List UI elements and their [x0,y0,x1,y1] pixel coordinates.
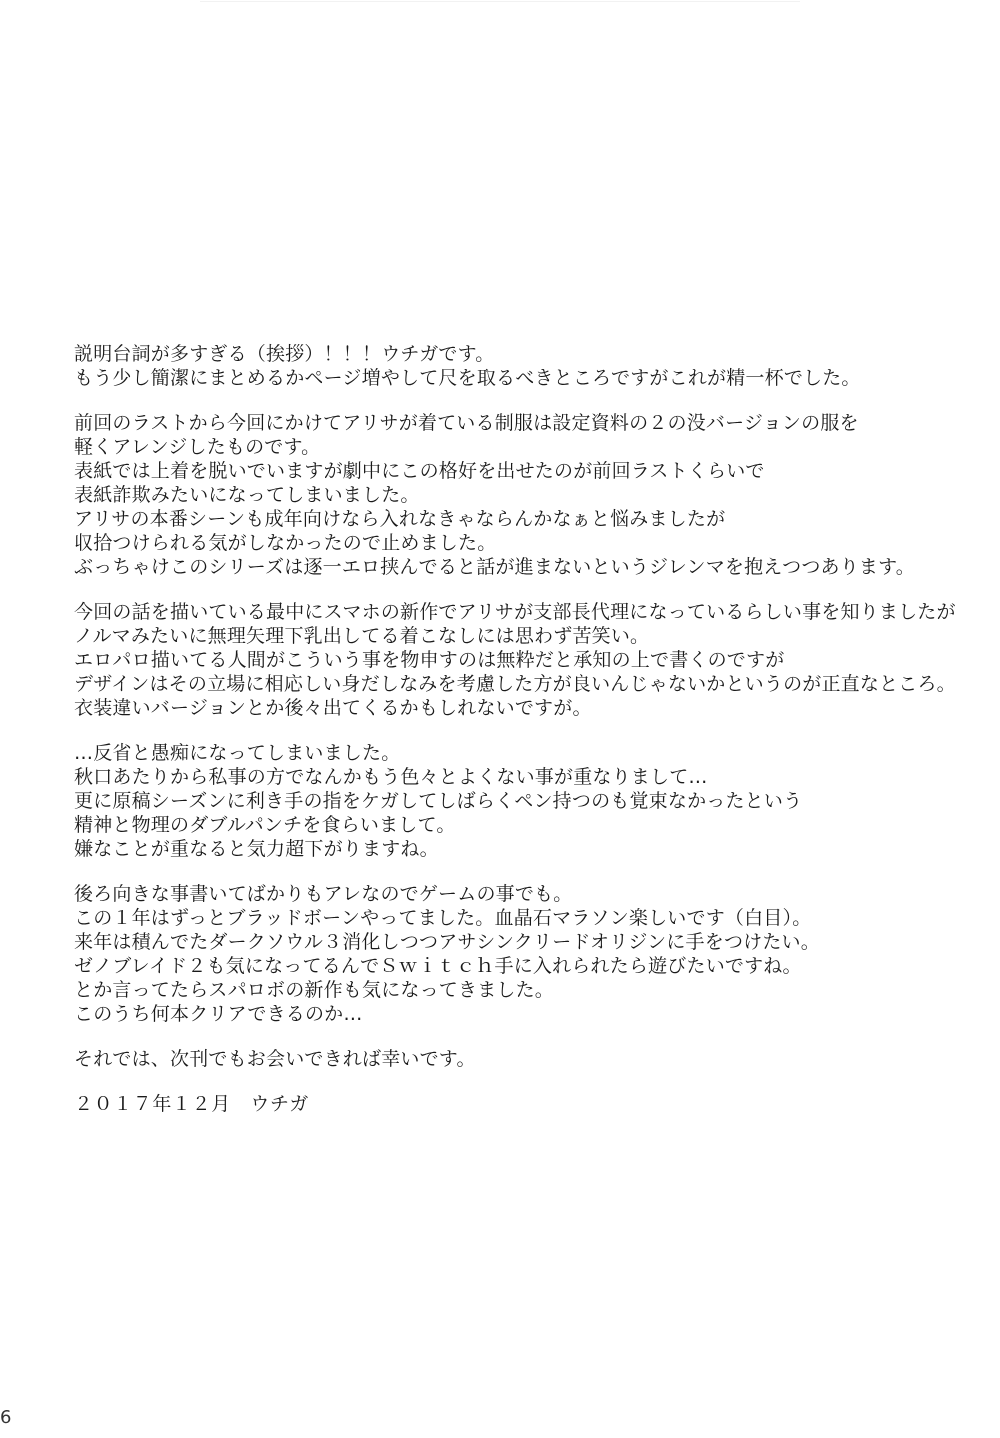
text-line: …反省と愚痴になってしまいました。 [74,742,401,764]
text-line: 嫌なことが重なると気力超下がりますね。 [74,838,439,860]
text-line: エロパロ描いてる人間がこういう事を物申すのは無粋だと承知の上で書くのですが [74,649,785,671]
signature-date-author: ２０１７年１２月 ウチガ [74,1093,309,1115]
text-line: それでは、次刊でもお会いできれば幸いです。 [74,1048,476,1070]
paragraph-games [74,882,974,1026]
text-line: 秋口あたりから私事の方でなんかもう色々とよくない事が重なりまして… [74,766,708,788]
text-line: アリサの本番シーンも成年向けなら入れなきゃならんかなぁと悩みましたが [74,508,726,530]
text-line: 今回の話を描いている最中にスマホの新作でアリサが支部長代理になっているらしい事を知りましたが [74,601,956,623]
text-line: 更に原稿シーズンに利き手の指をケガしてしばらくペン持つのも覚束なかったという [74,790,803,812]
text-line: 表紙詐欺みたいになってしまいました。 [74,484,420,506]
text-line: ノルマみたいに無理矢理下乳出してる着こなしには思わず苦笑い。 [74,625,650,647]
text-line: 説明台詞が多すぎる（挨拶）！！！ウチガです。 [74,343,495,365]
text-line: 収拾つけられる気がしなかったので止めました。 [74,532,497,554]
text-line: 後ろ向きな事書いてばかりもアレなのでゲームの事でも。 [74,883,573,905]
paragraph-uniform [74,411,974,579]
text-line: 精神と物理のダブルパンチを食らいまして。 [74,814,456,836]
text-line: とか言ってたらスパロボの新作も気になってきました。 [74,979,555,1001]
text-line: ゼノブレイド２も気になってるんでＳｗｉｔｃｈ手に入れられたら遊びたいですね。 [74,955,802,977]
text-line: 衣装違いバージョンとか後々出てくるかもしれないですが。 [74,697,592,719]
text-line: 前回のラストから今回にかけてアリサが着ている制服は設定資料の２の没バージョンの服を [74,412,859,434]
page-number: 6 [0,1407,12,1428]
text-line: 来年は積んでたダークソウル３消化しつつアサシンクリードオリジンに手をつけたい。 [74,931,820,953]
text-line: もう少し簡潔にまとめるかページ増やして尺を取るべきところですがこれが精一杯でした。 [74,367,861,389]
paragraph-greeting [74,342,974,390]
afterword-text [74,342,974,1116]
text-line: デザインはその立場に相応しい身だしなみを考慮した方が良いんじゃないかというのが正直なところ。 [74,673,956,695]
scan-edge-line [200,1,800,2]
text-line: 軽くアレンジしたものです。 [74,436,321,458]
text-line: ぶっちゃけこのシリーズは逐一エロ挟んでると話が進まないというジレンマを抱えつつあります。 [74,556,916,578]
text-line: このうち何本クリアできるのか… [74,1003,363,1025]
text-line: 表紙では上着を脱いでいますが劇中にこの格好を出せたのが前回ラストくらいで [74,460,765,482]
paragraph-design [74,600,974,720]
text-line: この１年はずっとブラッドボーンやってました。血晶石マラソン楽しいです（白目）。 [74,907,812,929]
paragraph-closing [74,1047,974,1071]
paragraph-reflection [74,741,974,861]
